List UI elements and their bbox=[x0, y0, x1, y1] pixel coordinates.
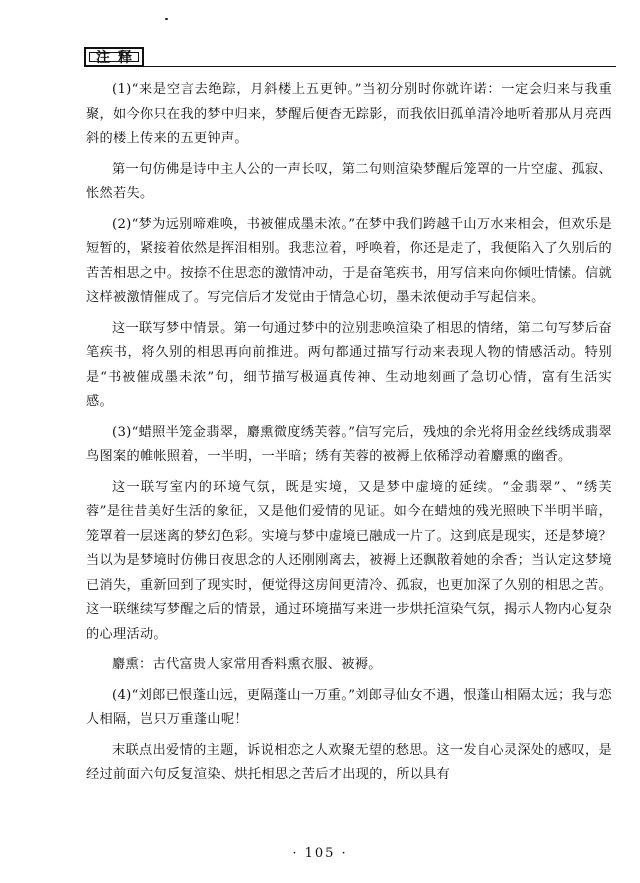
note-4-commentary: 末联点出爱情的主题，诉说相恋之人欢聚无望的愁思。这一发自心灵深处的感叹，是经过前面六句反复渲染、烘托相思之苦后才出现的，所以具有 bbox=[86, 742, 612, 782]
heading-rule bbox=[144, 66, 616, 67]
section-heading-notes: 注释 bbox=[84, 47, 144, 67]
note-1-commentary: 第一句仿佛是诗中主人公的一声长叹，第二句则渲染梦醒后笼罩的一片空虚、孤寂、怅然若失。 bbox=[86, 161, 612, 201]
term-definition: 麝熏：古代富贵人家常用香料熏衣服、被褥。 bbox=[112, 657, 382, 672]
note-3-paragraph: (3)“蜡照半笼金翡翠，麝熏微度绣芙蓉。”信写完后，残烛的余光将用金丝线绣成翡翠鸟图案的帷帐照着，一半明，一半暗；绣有芙蓉的被褥上依稀浮动着麝熏的幽香。 bbox=[86, 424, 612, 464]
note-1-paragraph: (1)“来是空言去绝踪，月斜楼上五更钟。”当初分别时你就许诺：一定会归来与我重聚，如今你只在我的梦中归来，梦醒后便杳无踪影，而我依旧孤单清冷地听着那从月亮西斜的楼上传来的五更钟声。 bbox=[86, 82, 613, 146]
print-speck bbox=[165, 18, 168, 20]
page-number: · 105 · bbox=[292, 846, 348, 861]
note-2-paragraph: (2)“梦为远别啼难唤，书被催成墨未浓。”在梦中我们跨越千山万水来相会，但欢乐是短暂的，紧接着依然是挥泪相别。我悲泣着，呼唤着，你还是走了，我便陷入了久别后的苦苦相思之中。按捺不住思恋的激情冲动，于是奋笔疾书，用写信来向你倾吐情愫。信就这样被激情催成了。写完信后才发觉由于情急心切，墨未浓便动手写起信来。 bbox=[86, 216, 613, 305]
note-4-paragraph: (4)“刘郎已恨蓬山远，更隔蓬山一万重。”刘郎寻仙女不遇，恨蓬山相隔太远；我与恋人相隔，岂只万重蓬山呢！ bbox=[86, 687, 612, 727]
note-3-commentary: 这一联写室内的环境气氛，既是实境，又是梦中虚境的延续。“金翡翠”、“绣芙蓉”是往昔美好生活的象征，又是他们爱情的见证。如今在蜡烛的残光照映下半明半暗，笼罩着一层迷离的梦幻色彩。实境与梦中虚境已融成一片了。这到底是现实，还是梦境？当以为是梦境时仿佛日夜思念的人还刚刚离去，被褥上还飘散着她的余香；当认定这梦境已消失，重新回到了现实时，便觉得这房间更清冷、孤寂，也更加深了久别的相思之苦。这一联继续写梦醒之后的情景，通过环境描写来进一步烘托渲染气氛，揭示人物内心复杂的心理活动。 bbox=[86, 479, 613, 642]
notes-body bbox=[86, 78, 612, 794]
note-2-commentary: 这一联写梦中情景。第一句通过梦中的泣别悲唤渲染了相思的情绪，第二句写梦后奋笔疾书，将久别的相思再向前推进。两句都通过描写行动来表现人物的情感活动。特别是“书被催成墨未浓”句，细节描写极逼真传神、生动地刻画了急切心情，富有生活实感。 bbox=[86, 320, 612, 409]
